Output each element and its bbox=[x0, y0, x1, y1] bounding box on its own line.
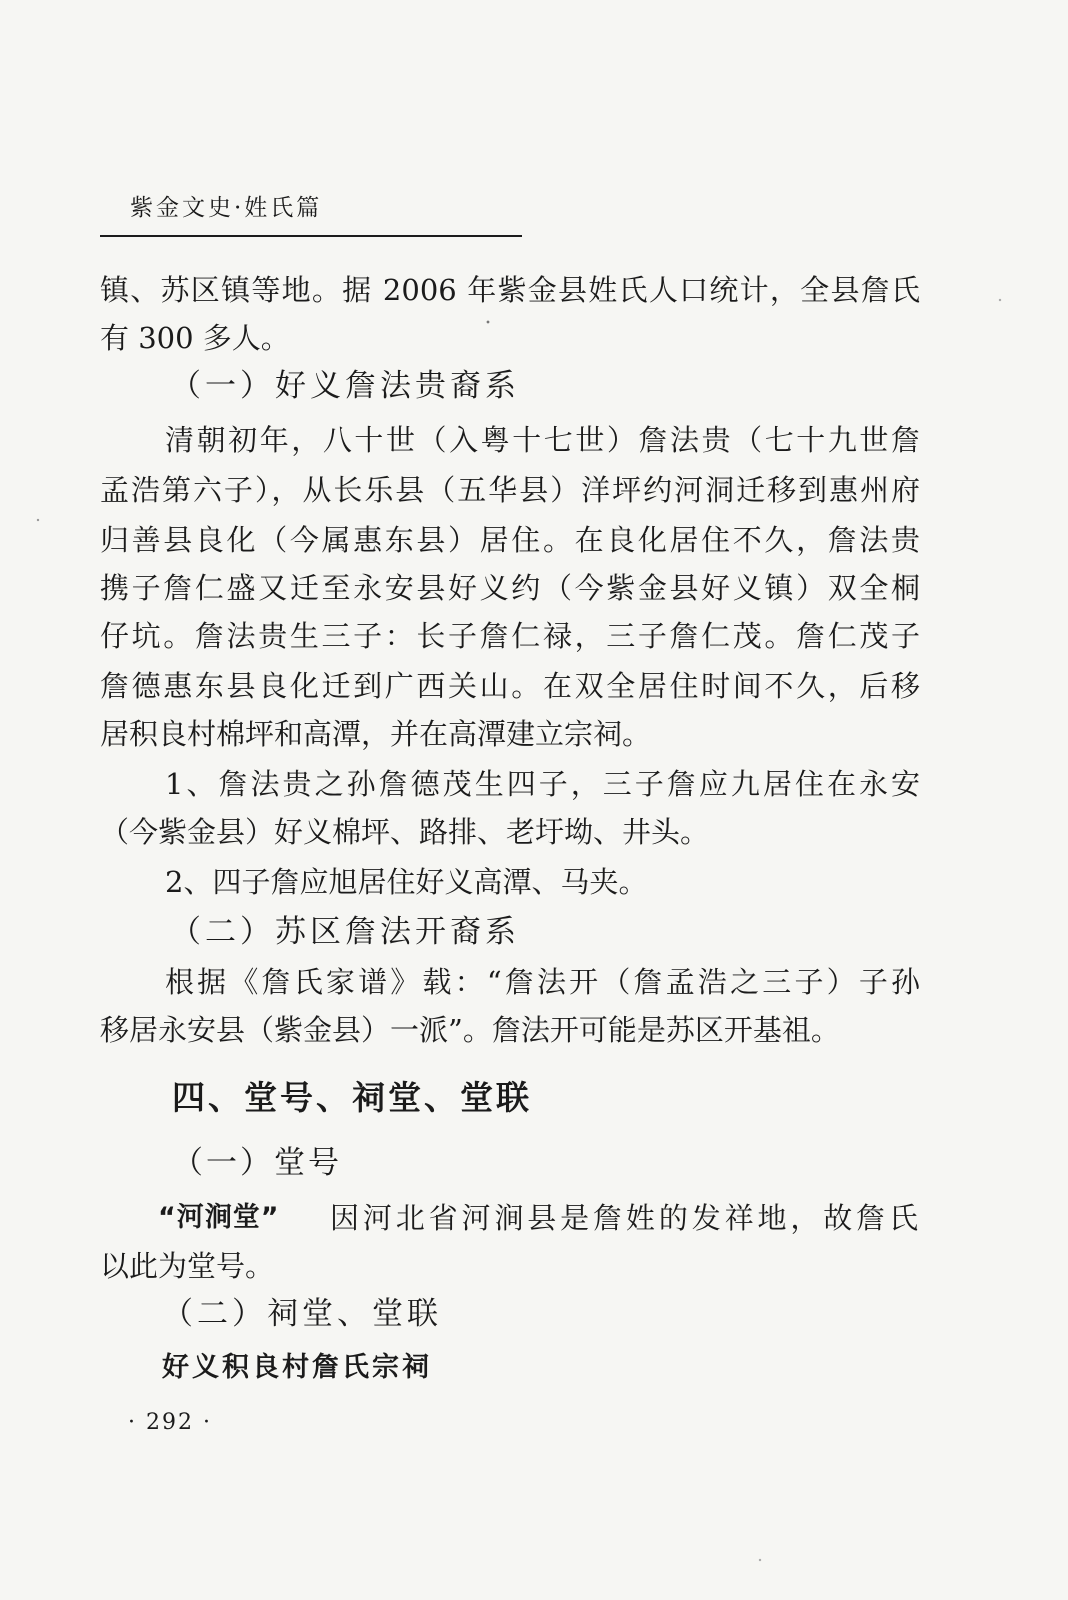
section-heading: 四、堂号、祠堂、堂联 bbox=[172, 1078, 532, 1117]
body-line: 以此为堂号。 bbox=[100, 1249, 275, 1283]
ancestral-hall-caption: 好义积良村詹氏宗祠 bbox=[162, 1352, 432, 1383]
page-number: · 292 · bbox=[128, 1410, 212, 1435]
body-line: 根据《詹氏家谱》载：“詹法开（詹孟浩之三子）子孙 bbox=[165, 965, 920, 999]
body-line: 孟浩第六子），从长乐县（五华县）洋坪约河洞迁移到惠州府 bbox=[100, 473, 920, 507]
body-line: 镇、苏区镇等地。据 2006 年紫金县姓氏人口统计，全县詹氏 bbox=[100, 273, 920, 307]
running-header: 紫金文史·姓氏篇 bbox=[130, 195, 323, 221]
hall-name-term: “河涧堂” bbox=[158, 1202, 280, 1233]
list-item-line: 1、詹法贵之孙詹德茂生四子，三子詹应九居住在永安 bbox=[165, 767, 920, 801]
body-line: 因河北省河涧县是詹姓的发祥地，故詹氏 bbox=[330, 1201, 918, 1235]
body-line: 归善县良化（今属惠东县）居住。在良化居住不久，詹法贵 bbox=[100, 523, 920, 557]
subsection-heading: （一）堂号 bbox=[172, 1145, 342, 1181]
subsection-heading: （二）苏区詹法开裔系 bbox=[170, 914, 520, 950]
list-item-line: （今紫金县）好义棉坪、路排、老圩坳、井头。 bbox=[100, 815, 710, 849]
header-rule bbox=[100, 235, 522, 237]
body-line: 移居永安县（紫金县）一派”。詹法开可能是苏区开基祖。 bbox=[100, 1013, 840, 1047]
body-line: 居积良村棉坪和高潭，并在高潭建立宗祠。 bbox=[100, 717, 652, 751]
body-line: 清朝初年，八十世（入粤十七世）詹法贵（七十九世詹 bbox=[165, 423, 920, 457]
subsection-heading: （二）祠堂、堂联 bbox=[162, 1296, 442, 1332]
body-line: 詹德惠东县良化迁到广西关山。在双全居住时间不久，后移 bbox=[100, 669, 920, 703]
list-item-line: 2、四子詹应旭居住好义高潭、马夹。 bbox=[165, 865, 648, 899]
body-line: 有 300 多人。 bbox=[100, 321, 290, 355]
body-line: 仔坑。詹法贵生三子：长子詹仁禄，三子詹仁茂。詹仁茂子 bbox=[100, 619, 920, 653]
subsection-heading: （一）好义詹法贵裔系 bbox=[170, 368, 520, 404]
body-line: 携子詹仁盛又迁至永安县好义约（今紫金县好义镇）双全桐 bbox=[100, 571, 920, 605]
